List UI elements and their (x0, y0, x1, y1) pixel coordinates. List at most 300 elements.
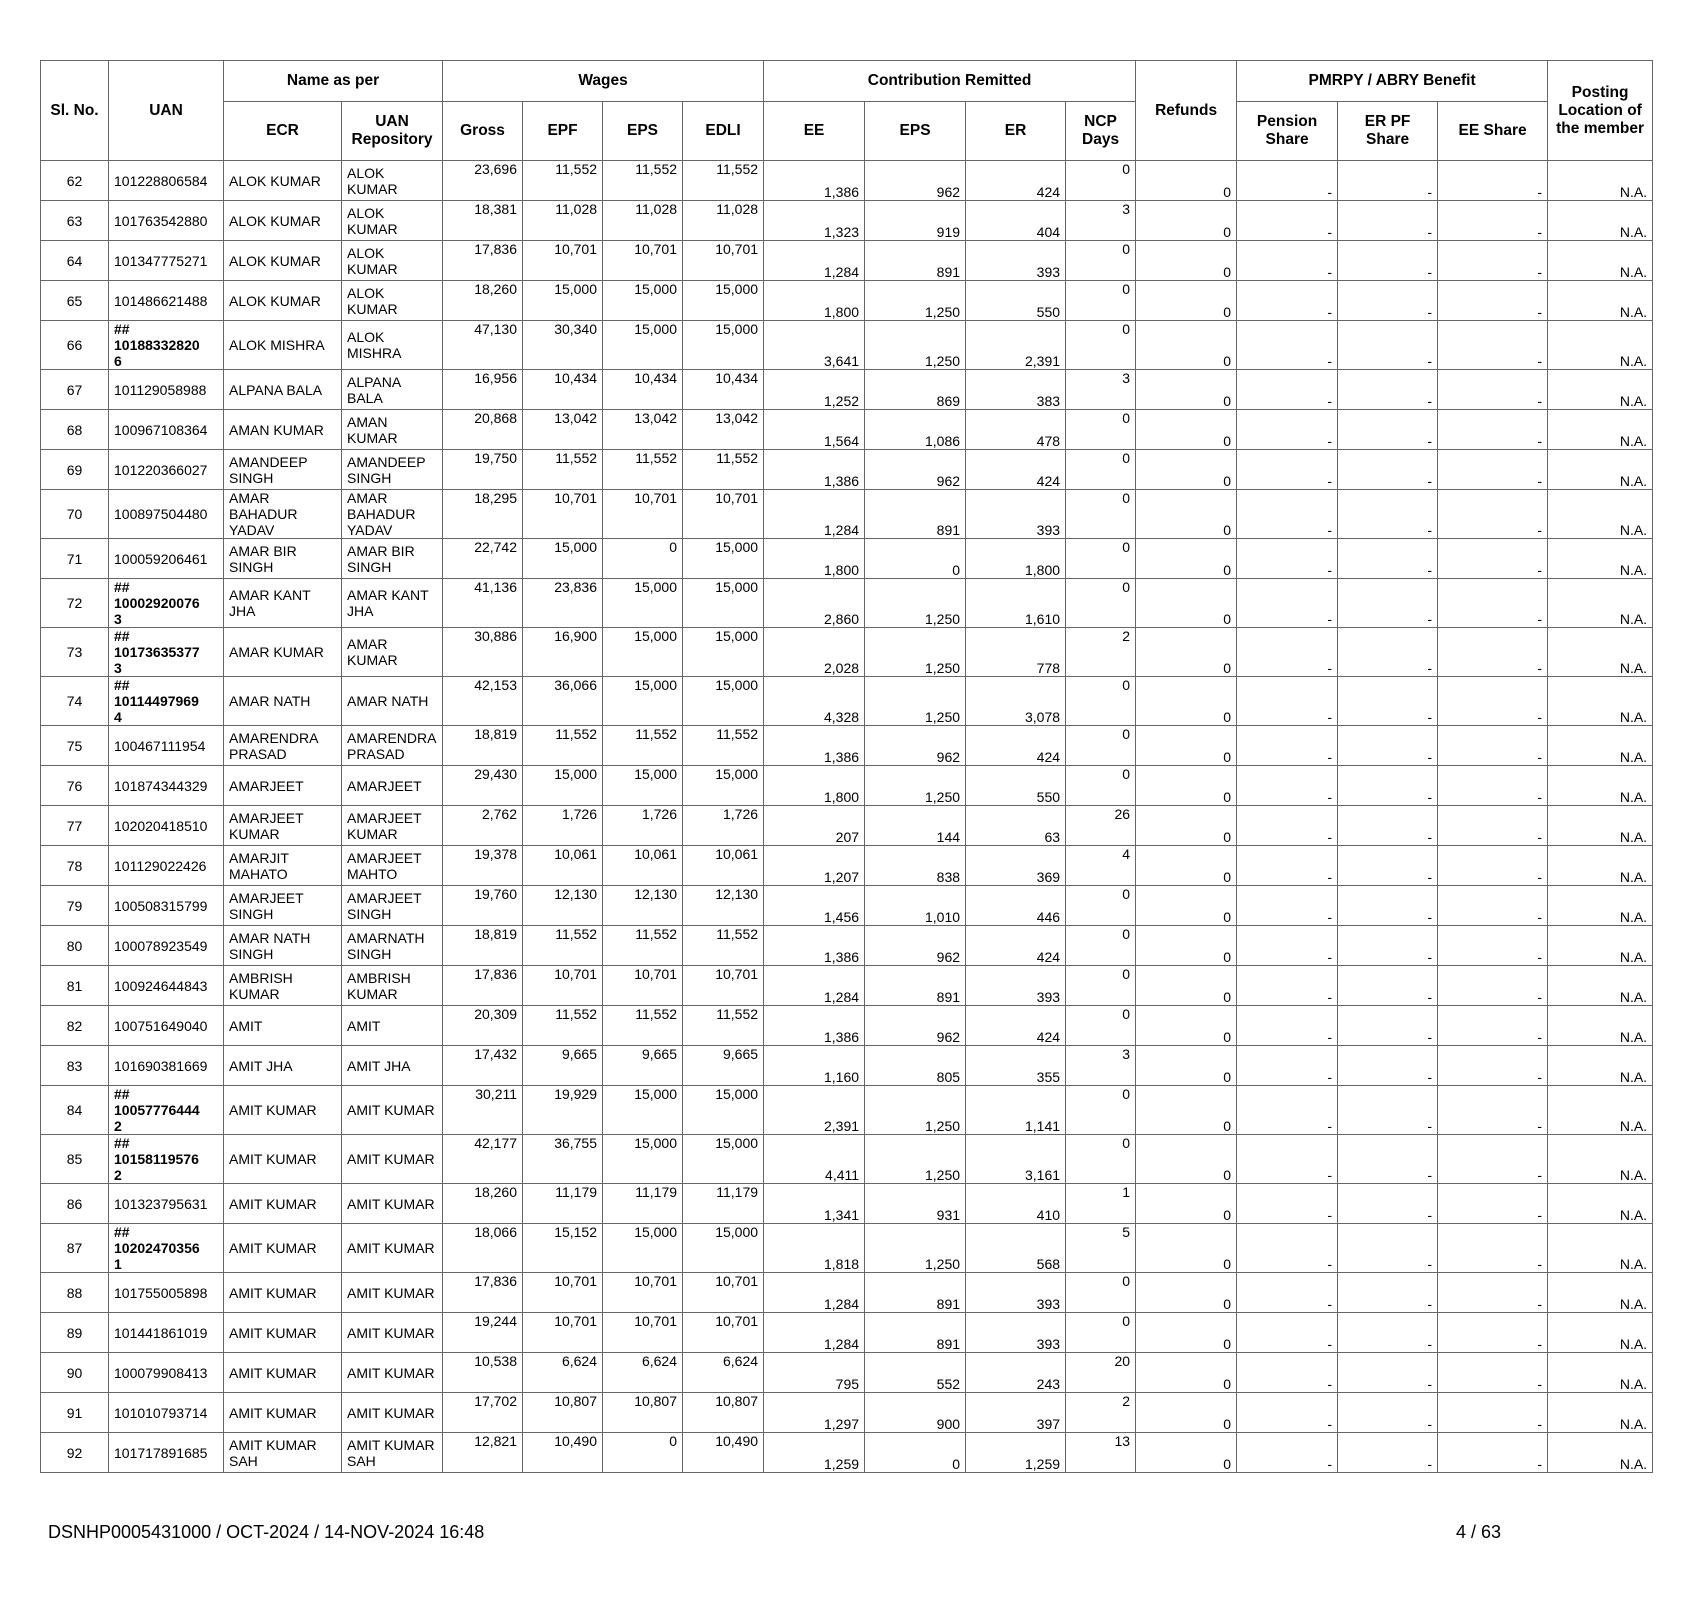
cell-epf: 11,552 (523, 1006, 603, 1046)
cell-name-uan-repository: AMAR KUMAR (342, 628, 443, 677)
col-er: ER (966, 102, 1066, 161)
cell-sl-no: 87 (41, 1224, 109, 1273)
cell-posting-location: N.A. (1548, 281, 1653, 321)
cell-name-ecr: AMARJEET KUMAR (224, 806, 342, 846)
cell-name-ecr: ALOK KUMAR (224, 201, 342, 241)
cell-er-pf-share: - (1338, 1393, 1438, 1433)
cell-posting-location: N.A. (1548, 161, 1653, 201)
cell-posting-location: N.A. (1548, 677, 1653, 726)
uan-number: 10002920076 (114, 595, 200, 611)
group-wages: Wages (443, 61, 764, 102)
table-body (41, 161, 1653, 1473)
uan-number-tail: 2 (114, 1167, 122, 1183)
cell-edli: 10,701 (683, 966, 764, 1006)
cell-edli: 11,552 (683, 726, 764, 766)
cell-uan: 102020418510 (109, 806, 224, 846)
cell-ncp-days: 0 (1066, 1273, 1136, 1313)
cell-ee: 4,328 (764, 677, 865, 726)
cell-eps: 0 (603, 1433, 683, 1473)
table-header (41, 61, 1653, 161)
cell-eps-contribution: 900 (865, 1393, 966, 1433)
cell-ee-share: - (1438, 161, 1548, 201)
cell-ncp-days: 2 (1066, 628, 1136, 677)
cell-epf: 12,130 (523, 886, 603, 926)
cell-gross: 23,696 (443, 161, 523, 201)
cell-name-uan-repository: AMIT KUMAR (342, 1135, 443, 1184)
cell-refunds: 0 (1136, 1393, 1237, 1433)
cell-name-uan-repository: AMIT KUMAR (342, 1393, 443, 1433)
cell-er-pf-share: - (1338, 201, 1438, 241)
cell-refunds: 0 (1136, 201, 1237, 241)
group-name-as-per: Name as per (224, 61, 443, 102)
cell-eps-contribution: 1,250 (865, 766, 966, 806)
table-row (41, 201, 1653, 241)
cell-gross: 41,136 (443, 579, 523, 628)
col-ncp-days: NCP Days (1066, 102, 1136, 161)
cell-name-ecr: ALOK KUMAR (224, 241, 342, 281)
cell-refunds: 0 (1136, 241, 1237, 281)
cell-edli: 15,000 (683, 579, 764, 628)
cell-eps: 9,665 (603, 1046, 683, 1086)
cell-pension-share: - (1237, 1313, 1338, 1353)
cell-sl-no: 90 (41, 1353, 109, 1393)
cell-edli: 15,000 (683, 677, 764, 726)
cell-er: 3,161 (966, 1135, 1066, 1184)
uan-number-tail: 2 (114, 1118, 122, 1134)
col-ee: EE (764, 102, 865, 161)
cell-epf: 23,836 (523, 579, 603, 628)
cell-eps-contribution: 962 (865, 926, 966, 966)
cell-ee: 1,207 (764, 846, 865, 886)
cell-name-uan-repository: AMARJEET MAHTO (342, 846, 443, 886)
cell-er: 550 (966, 766, 1066, 806)
cell-gross: 17,432 (443, 1046, 523, 1086)
cell-epf: 6,624 (523, 1353, 603, 1393)
cell-er: 393 (966, 1313, 1066, 1353)
cell-uan: 101441861019 (109, 1313, 224, 1353)
cell-ncp-days: 0 (1066, 886, 1136, 926)
cell-ee-share: - (1438, 1046, 1548, 1086)
cell-name-ecr: AMAR KUMAR (224, 628, 342, 677)
cell-epf: 36,066 (523, 677, 603, 726)
cell-sl-no: 72 (41, 579, 109, 628)
cell-pension-share: - (1237, 490, 1338, 539)
cell-ee: 1,252 (764, 370, 865, 410)
cell-eps-contribution: 891 (865, 241, 966, 281)
cell-ee-share: - (1438, 241, 1548, 281)
cell-refunds: 0 (1136, 410, 1237, 450)
cell-posting-location: N.A. (1548, 1135, 1653, 1184)
cell-eps: 1,726 (603, 806, 683, 846)
cell-ee: 795 (764, 1353, 865, 1393)
cell-er-pf-share: - (1338, 450, 1438, 490)
cell-name-ecr: AMARJEET SINGH (224, 886, 342, 926)
cell-refunds: 0 (1136, 1273, 1237, 1313)
cell-sl-no: 78 (41, 846, 109, 886)
cell-posting-location: N.A. (1548, 1433, 1653, 1473)
cell-pension-share: - (1237, 886, 1338, 926)
cell-ncp-days: 0 (1066, 766, 1136, 806)
cell-gross: 18,260 (443, 281, 523, 321)
cell-ee-share: - (1438, 726, 1548, 766)
cell-edli: 15,000 (683, 1135, 764, 1184)
cell-name-uan-repository: AMARJEET (342, 766, 443, 806)
cell-name-ecr: AMIT KUMAR (224, 1393, 342, 1433)
cell-er: 243 (966, 1353, 1066, 1393)
cell-edli: 11,179 (683, 1184, 764, 1224)
table-row (41, 1086, 1653, 1135)
cell-ncp-days: 0 (1066, 490, 1136, 539)
cell-ee: 1,284 (764, 966, 865, 1006)
cell-edli: 15,000 (683, 628, 764, 677)
cell-ee-share: - (1438, 1184, 1548, 1224)
cell-posting-location: N.A. (1548, 1086, 1653, 1135)
cell-eps-contribution: 1,250 (865, 1224, 966, 1273)
cell-edli: 1,726 (683, 806, 764, 846)
cell-edli: 10,701 (683, 241, 764, 281)
cell-er: 393 (966, 241, 1066, 281)
cell-er-pf-share: - (1338, 886, 1438, 926)
cell-epf: 16,900 (523, 628, 603, 677)
uan-number: 10202470356 (114, 1240, 200, 1256)
uan-flag: ## (114, 1086, 130, 1102)
cell-epf: 15,152 (523, 1224, 603, 1273)
cell-ncp-days: 0 (1066, 1006, 1136, 1046)
cell-pension-share: - (1237, 370, 1338, 410)
cell-pension-share: - (1237, 628, 1338, 677)
cell-ee-share: - (1438, 1353, 1548, 1393)
col-er-pf-share: ER PF Share (1338, 102, 1438, 161)
uan-number: 10057776444 (114, 1102, 200, 1118)
cell-sl-no: 66 (41, 321, 109, 370)
cell-eps-contribution: 891 (865, 1273, 966, 1313)
cell-ee-share: - (1438, 886, 1548, 926)
cell-eps: 10,701 (603, 241, 683, 281)
uan-number: 10188332820 (114, 337, 200, 353)
cell-uan (109, 579, 224, 628)
cell-name-ecr: AMARENDRA PRASAD (224, 726, 342, 766)
cell-refunds: 0 (1136, 1086, 1237, 1135)
cell-name-uan-repository: ALOK MISHRA (342, 321, 443, 370)
cell-uan: 101323795631 (109, 1184, 224, 1224)
cell-pension-share: - (1237, 161, 1338, 201)
cell-name-ecr: AMAR BIR SINGH (224, 539, 342, 579)
cell-epf: 10,701 (523, 966, 603, 1006)
cell-epf: 10,434 (523, 370, 603, 410)
cell-edli: 15,000 (683, 281, 764, 321)
cell-er-pf-share: - (1338, 579, 1438, 628)
cell-ncp-days: 0 (1066, 1313, 1136, 1353)
cell-pension-share: - (1237, 677, 1338, 726)
table-row (41, 539, 1653, 579)
cell-eps-contribution: 1,010 (865, 886, 966, 926)
cell-name-ecr: ALOK KUMAR (224, 281, 342, 321)
cell-epf: 13,042 (523, 410, 603, 450)
cell-uan: 100967108364 (109, 410, 224, 450)
cell-eps: 13,042 (603, 410, 683, 450)
cell-refunds: 0 (1136, 628, 1237, 677)
cell-eps-contribution: 919 (865, 201, 966, 241)
cell-name-uan-repository: AMIT KUMAR (342, 1086, 443, 1135)
cell-refunds: 0 (1136, 677, 1237, 726)
cell-name-ecr: AMIT KUMAR (224, 1353, 342, 1393)
cell-ncp-days: 0 (1066, 161, 1136, 201)
cell-ee: 1,564 (764, 410, 865, 450)
cell-name-uan-repository: AMARJEET SINGH (342, 886, 443, 926)
cell-edli: 10,490 (683, 1433, 764, 1473)
ecr-contribution-table (40, 60, 1653, 1473)
cell-pension-share: - (1237, 1184, 1338, 1224)
cell-er-pf-share: - (1338, 1184, 1438, 1224)
table-row (41, 281, 1653, 321)
cell-er-pf-share: - (1338, 677, 1438, 726)
cell-edli: 13,042 (683, 410, 764, 450)
cell-refunds: 0 (1136, 1353, 1237, 1393)
cell-uan (109, 677, 224, 726)
cell-name-ecr: AMIT KUMAR SAH (224, 1433, 342, 1473)
cell-ncp-days: 20 (1066, 1353, 1136, 1393)
cell-refunds: 0 (1136, 579, 1237, 628)
group-contribution-remitted: Contribution Remitted (764, 61, 1136, 102)
cell-ncp-days: 0 (1066, 1135, 1136, 1184)
cell-pension-share: - (1237, 321, 1338, 370)
cell-er-pf-share: - (1338, 806, 1438, 846)
cell-pension-share: - (1237, 966, 1338, 1006)
cell-uan: 101347775271 (109, 241, 224, 281)
cell-eps: 11,552 (603, 1006, 683, 1046)
cell-ncp-days: 2 (1066, 1393, 1136, 1433)
cell-ee: 1,341 (764, 1184, 865, 1224)
col-edli: EDLI (683, 102, 764, 161)
cell-ee-share: - (1438, 1135, 1548, 1184)
cell-eps: 10,701 (603, 1273, 683, 1313)
cell-eps-contribution: 869 (865, 370, 966, 410)
cell-eps-contribution: 838 (865, 846, 966, 886)
cell-name-uan-repository: AMIT KUMAR SAH (342, 1433, 443, 1473)
table-row (41, 628, 1653, 677)
uan-number-tail: 3 (114, 611, 122, 627)
cell-er-pf-share: - (1338, 628, 1438, 677)
group-pmrpy-abry: PMRPY / ABRY Benefit (1237, 61, 1548, 102)
cell-ee: 1,297 (764, 1393, 865, 1433)
cell-posting-location: N.A. (1548, 241, 1653, 281)
cell-ee: 1,818 (764, 1224, 865, 1273)
cell-eps: 11,552 (603, 450, 683, 490)
cell-ee-share: - (1438, 806, 1548, 846)
cell-ncp-days: 0 (1066, 241, 1136, 281)
cell-sl-no: 81 (41, 966, 109, 1006)
cell-gross: 19,760 (443, 886, 523, 926)
table-row (41, 1135, 1653, 1184)
cell-posting-location: N.A. (1548, 1006, 1653, 1046)
cell-ee-share: - (1438, 321, 1548, 370)
cell-gross: 22,742 (443, 539, 523, 579)
cell-ncp-days: 0 (1066, 410, 1136, 450)
cell-pension-share: - (1237, 1273, 1338, 1313)
cell-er-pf-share: - (1338, 281, 1438, 321)
cell-eps-contribution: 962 (865, 161, 966, 201)
uan-number-tail: 3 (114, 660, 122, 676)
cell-pension-share: - (1237, 766, 1338, 806)
cell-edli: 10,434 (683, 370, 764, 410)
cell-ncp-days: 26 (1066, 806, 1136, 846)
cell-edli: 10,701 (683, 1313, 764, 1353)
cell-er-pf-share: - (1338, 766, 1438, 806)
cell-refunds: 0 (1136, 1433, 1237, 1473)
cell-er: 383 (966, 370, 1066, 410)
cell-posting-location: N.A. (1548, 539, 1653, 579)
cell-gross: 17,702 (443, 1393, 523, 1433)
cell-ncp-days: 0 (1066, 726, 1136, 766)
cell-edli: 15,000 (683, 1224, 764, 1273)
cell-eps: 15,000 (603, 281, 683, 321)
cell-gross: 18,819 (443, 726, 523, 766)
cell-er-pf-share: - (1338, 241, 1438, 281)
cell-ee: 1,386 (764, 161, 865, 201)
cell-gross: 20,868 (443, 410, 523, 450)
cell-posting-location: N.A. (1548, 579, 1653, 628)
cell-epf: 10,807 (523, 1393, 603, 1433)
cell-eps: 11,179 (603, 1184, 683, 1224)
table-row (41, 766, 1653, 806)
cell-er-pf-share: - (1338, 370, 1438, 410)
cell-pension-share: - (1237, 579, 1338, 628)
cell-refunds: 0 (1136, 806, 1237, 846)
cell-gross: 18,260 (443, 1184, 523, 1224)
cell-pension-share: - (1237, 1393, 1338, 1433)
cell-epf: 9,665 (523, 1046, 603, 1086)
cell-eps: 10,701 (603, 490, 683, 539)
cell-edli: 10,807 (683, 1393, 764, 1433)
cell-er-pf-share: - (1338, 1224, 1438, 1273)
cell-ee-share: - (1438, 1006, 1548, 1046)
cell-er: 393 (966, 1273, 1066, 1313)
cell-refunds: 0 (1136, 1135, 1237, 1184)
cell-er-pf-share: - (1338, 1433, 1438, 1473)
cell-ee-share: - (1438, 450, 1548, 490)
cell-ee-share: - (1438, 1224, 1548, 1273)
cell-refunds: 0 (1136, 490, 1237, 539)
cell-sl-no: 65 (41, 281, 109, 321)
cell-er: 355 (966, 1046, 1066, 1086)
cell-edli: 11,552 (683, 161, 764, 201)
uan-number: 10158119576 (114, 1151, 199, 1167)
cell-uan: 101220366027 (109, 450, 224, 490)
cell-eps-contribution: 1,250 (865, 281, 966, 321)
cell-posting-location: N.A. (1548, 410, 1653, 450)
cell-uan: 101755005898 (109, 1273, 224, 1313)
cell-pension-share: - (1237, 450, 1338, 490)
cell-er: 410 (966, 1184, 1066, 1224)
cell-ee: 1,386 (764, 1006, 865, 1046)
cell-uan (109, 321, 224, 370)
cell-gross: 20,309 (443, 1006, 523, 1046)
cell-sl-no: 88 (41, 1273, 109, 1313)
cell-gross: 10,538 (443, 1353, 523, 1393)
table-row (41, 1353, 1653, 1393)
cell-sl-no: 92 (41, 1433, 109, 1473)
cell-gross: 18,381 (443, 201, 523, 241)
cell-edli: 11,552 (683, 926, 764, 966)
cell-er: 424 (966, 450, 1066, 490)
cell-epf: 10,061 (523, 846, 603, 886)
cell-er-pf-share: - (1338, 1006, 1438, 1046)
cell-edli: 15,000 (683, 539, 764, 579)
cell-er: 424 (966, 726, 1066, 766)
cell-refunds: 0 (1136, 1046, 1237, 1086)
cell-uan: 101717891685 (109, 1433, 224, 1473)
cell-eps: 6,624 (603, 1353, 683, 1393)
cell-refunds: 0 (1136, 1184, 1237, 1224)
cell-posting-location: N.A. (1548, 628, 1653, 677)
col-refunds: Refunds (1136, 61, 1237, 161)
cell-uan: 101874344329 (109, 766, 224, 806)
page-number: 4 / 63 (1456, 1522, 1502, 1542)
cell-refunds: 0 (1136, 966, 1237, 1006)
col-epf: EPF (523, 102, 603, 161)
cell-eps: 11,028 (603, 201, 683, 241)
cell-pension-share: - (1237, 1353, 1338, 1393)
cell-er: 1,141 (966, 1086, 1066, 1135)
cell-gross: 18,295 (443, 490, 523, 539)
cell-epf: 10,490 (523, 1433, 603, 1473)
cell-pension-share: - (1237, 1433, 1338, 1473)
cell-sl-no: 83 (41, 1046, 109, 1086)
cell-ncp-days: 0 (1066, 539, 1136, 579)
cell-ee-share: - (1438, 926, 1548, 966)
table-row (41, 726, 1653, 766)
cell-name-uan-repository: AMIT JHA (342, 1046, 443, 1086)
table-row (41, 161, 1653, 201)
cell-posting-location: N.A. (1548, 846, 1653, 886)
cell-ee: 1,284 (764, 1273, 865, 1313)
cell-sl-no: 85 (41, 1135, 109, 1184)
cell-eps: 10,701 (603, 1313, 683, 1353)
cell-posting-location: N.A. (1548, 806, 1653, 846)
cell-ncp-days: 13 (1066, 1433, 1136, 1473)
cell-eps: 11,552 (603, 161, 683, 201)
cell-epf: 10,701 (523, 1273, 603, 1313)
cell-epf: 15,000 (523, 539, 603, 579)
cell-er: 3,078 (966, 677, 1066, 726)
cell-ee-share: - (1438, 677, 1548, 726)
cell-edli: 12,130 (683, 886, 764, 926)
cell-er: 568 (966, 1224, 1066, 1273)
uan-flag: ## (114, 628, 130, 644)
table-row (41, 241, 1653, 281)
cell-name-ecr: AMAR NATH (224, 677, 342, 726)
cell-name-ecr: AMIT KUMAR (224, 1135, 342, 1184)
cell-gross: 19,244 (443, 1313, 523, 1353)
uan-flag: ## (114, 1135, 130, 1151)
cell-posting-location: N.A. (1548, 1184, 1653, 1224)
cell-refunds: 0 (1136, 1313, 1237, 1353)
cell-uan (109, 1135, 224, 1184)
cell-epf: 30,340 (523, 321, 603, 370)
cell-eps-contribution: 1,250 (865, 628, 966, 677)
cell-er: 397 (966, 1393, 1066, 1433)
table-row (41, 1433, 1653, 1473)
cell-ncp-days: 4 (1066, 846, 1136, 886)
cell-er: 393 (966, 490, 1066, 539)
cell-er-pf-share: - (1338, 926, 1438, 966)
cell-eps-contribution: 1,250 (865, 321, 966, 370)
cell-name-uan-repository: ALPANA BALA (342, 370, 443, 410)
cell-uan: 101228806584 (109, 161, 224, 201)
cell-ncp-days: 0 (1066, 966, 1136, 1006)
cell-name-uan-repository: ALOK KUMAR (342, 241, 443, 281)
cell-epf: 11,552 (523, 926, 603, 966)
